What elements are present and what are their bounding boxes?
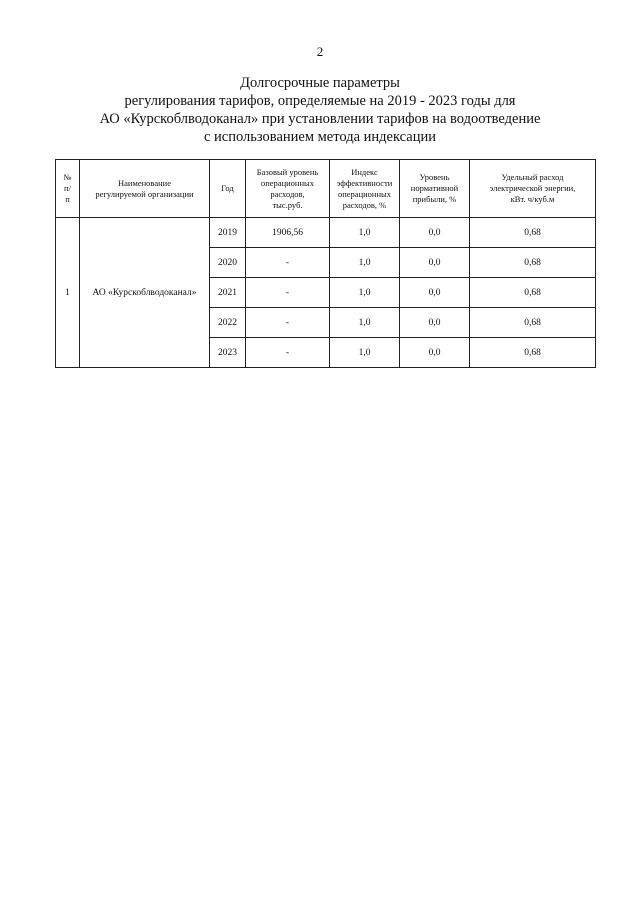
year-cell: 2023 (210, 338, 246, 368)
header-year: Год (210, 160, 246, 218)
year-cell: 2020 (210, 248, 246, 278)
title-line-3: АО «Курскоблводоканал» при установлении тарифов на водоотведение (99, 111, 541, 127)
header-number: № п/ п (56, 160, 80, 218)
efficiency-cell: 1,0 (330, 218, 400, 248)
document-title (0, 74, 640, 146)
profit-cell: 0,0 (400, 278, 470, 308)
energy-cell: 0,68 (470, 338, 596, 368)
base-cost-cell: 1906,56 (246, 218, 330, 248)
efficiency-cell: 1,0 (330, 338, 400, 368)
row-number-cell: 1 (56, 218, 80, 368)
header-base-cost: Базовый уровень операционных расходов, тыс.руб. (246, 160, 330, 218)
title-line-4: с использованием метода индексации (203, 129, 437, 145)
title-line-2: регулирования тарифов, определяемые на 2019 - 2023 годы для (124, 93, 516, 109)
header-profit: Уровень нормативной прибыли, % (400, 160, 470, 218)
title-line-1: Долгосрочные параметры (240, 75, 400, 91)
efficiency-cell: 1,0 (330, 278, 400, 308)
header-energy: Удельный расход электрической энергии, кВт. ч/куб.м (470, 160, 596, 218)
efficiency-cell: 1,0 (330, 248, 400, 278)
year-cell: 2021 (210, 278, 246, 308)
page-number: 2 (316, 44, 324, 59)
profit-cell: 0,0 (400, 218, 470, 248)
profit-cell: 0,0 (400, 308, 470, 338)
base-cost-cell: - (246, 338, 330, 368)
header-efficiency: Индекс эффективности операционных расходов, % (330, 160, 400, 218)
year-cell: 2022 (210, 308, 246, 338)
table-row (56, 218, 596, 248)
year-cell: 2019 (210, 218, 246, 248)
energy-cell: 0,68 (470, 308, 596, 338)
base-cost-cell: - (246, 278, 330, 308)
header-organization: Наименование регулируемой организации (80, 160, 210, 218)
profit-cell: 0,0 (400, 248, 470, 278)
base-cost-cell: - (246, 308, 330, 338)
efficiency-cell: 1,0 (330, 308, 400, 338)
energy-cell: 0,68 (470, 218, 596, 248)
profit-cell: 0,0 (400, 338, 470, 368)
table-header-row (56, 160, 596, 218)
organization-cell: АО «Курскоблводоканал» (80, 218, 210, 368)
parameters-table (55, 159, 596, 368)
energy-cell: 0,68 (470, 248, 596, 278)
energy-cell: 0,68 (470, 278, 596, 308)
base-cost-cell: - (246, 248, 330, 278)
